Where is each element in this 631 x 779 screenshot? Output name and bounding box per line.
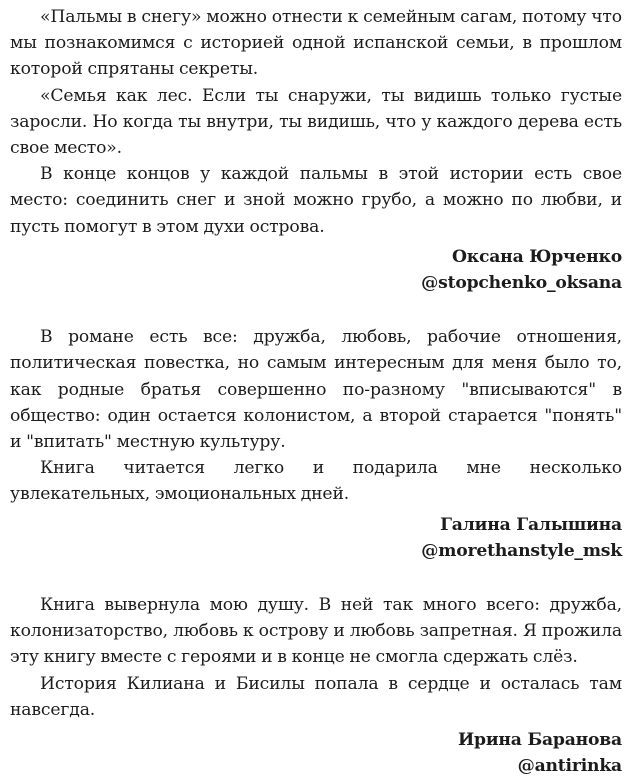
review-paragraph: История Килиана и Бисилы попала в сердце и осталась там навсегда. [10, 673, 622, 720]
review-author-block [10, 727, 622, 779]
review-author-block [10, 512, 622, 564]
review-oksana-yurchenko [10, 4, 622, 296]
review-quote-paragraph: «Семья как лес. Если ты снаружи, ты видишь только густые заросли. Но когда ты внутри, ты видишь, что у каждого дерева есть свое место». [10, 85, 622, 159]
review-paragraph: «Пальмы в снегу» можно отнести к семейным сагам, потому что мы познакомимся с историей одной испанской семьи, в прошлом которой спрятаны секреты. [10, 7, 622, 80]
review-irina-baranova [10, 592, 622, 779]
review-galina-galyshina [10, 324, 622, 564]
review-author-block [10, 244, 622, 296]
review-author-name: Оксана Юрченко [452, 246, 622, 267]
review-author-handle: @stopchenko_oksana [421, 273, 622, 294]
review-paragraph: В конце концов у каждой пальмы в этой истории есть свое место: соединить снег и зной можно грубо, а можно по любви, и пусть помогут в этом духи острова. [10, 164, 622, 237]
review-author-handle: @antirinka [517, 756, 622, 777]
review-author-name: Ирина Баранова [457, 730, 622, 751]
review-author-handle: @morethanstyle_msk [421, 540, 622, 561]
review-paragraph: В романе есть все: дружба, любовь, рабочие отношения, политическая повестка, но самым интересным для меня было то, как родные братья совершенно по-разному "вписываются" в общество: один остается колонистом, а второй старается "понять" и "впитать" местную культуру. [10, 327, 622, 453]
review-paragraph: Книга вывернула мою душу. В ней так много всего: дружба, колонизаторство, любовь к острову и любовь запретная. Я прожила эту книгу вместе с героями и в конце не смогла сдержать слёз. [10, 595, 622, 668]
review-author-name: Галина Галышина [440, 514, 622, 535]
review-paragraph: Книга читается легко и подарила мне несколько увлекательных, эмоциональных дней. [10, 458, 622, 505]
